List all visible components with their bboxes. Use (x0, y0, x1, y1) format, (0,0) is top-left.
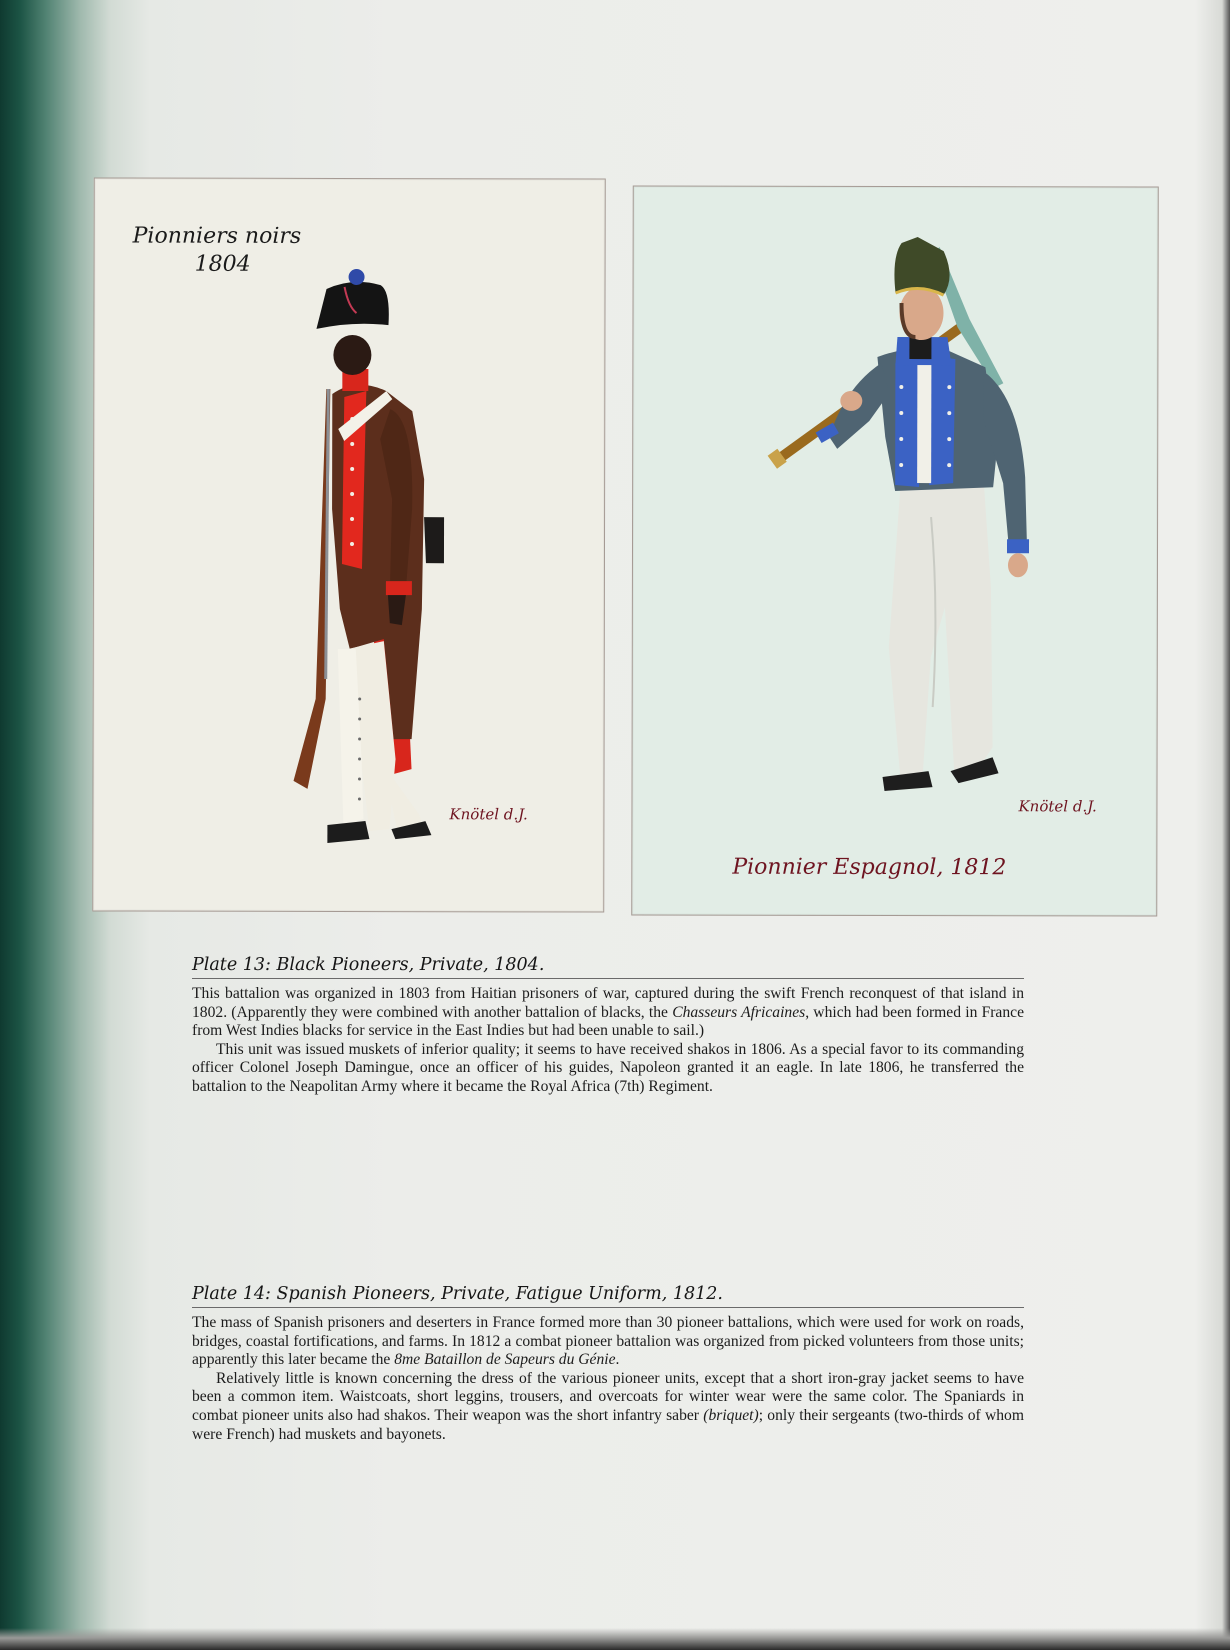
plate-13-caption-body (192, 985, 1024, 1097)
plate-13-caption (192, 955, 1024, 1097)
plate-13-illustration (92, 177, 606, 912)
plate-13-paragraph-1: This battalion was organized in 1803 from Haitian prisoners of war, captured during the swift French reconquest of that island in 1802. (Apparently they were combined with another battalion of blacks, the Chasseurs Africaines, which had been formed in France from West Indies blacks for service in the East Indies but had been unable to sail.) (192, 985, 1024, 1040)
plate-14-caption-title: Plate 14: Spanish Pioneers, Private, Fatigue Uniform, 1812. (192, 1284, 1024, 1308)
plate-14-paragraph-2: Relatively little is known concerning the dress of the various pioneer units, except that a short iron-gray jacket seems to have been a common item. Waistcoats, short leggins, trousers, and overcoats for winter wear were the same color. The Spaniards in combat pioneer units also had shakos. Their weapon was the short infantry saber (briquet); only their sergeants (two-thirds of whom were French) had muskets and bayonets. (192, 1369, 1024, 1443)
plate-14-signature: Knötel d.J. (1018, 797, 1097, 816)
plate-13-label-year: 1804 (194, 251, 251, 277)
page-bottom-edge (0, 1628, 1230, 1650)
plate-14-paragraph-1: The mass of Spanish prisoners and deserters in France formed more than 30 pioneer battalions, which were used for work on roads, bridges, coastal fortifications, and farms. In 1812 a combat pioneer battalion was organized from picked volunteers from those units; apparently this later became the 8me Bataillon de Sapeurs du Génie. (192, 1314, 1024, 1369)
plate-14-caption (192, 1284, 1024, 1444)
black-pioneer-figure (93, 178, 605, 911)
plate-13-caption-title: Plate 13: Black Pioneers, Private, 1804. (192, 955, 1024, 979)
plate-13-signature: Knötel d.J. (449, 805, 528, 824)
unit-name-italic: Chasseurs Africaines (672, 1003, 806, 1021)
plate-13-paragraph-2: This unit was issued muskets of inferior quality; it seems to have received shakos in 1806. As a special favor to its commanding officer Colonel Joseph Damingue, once an officer of his guides, Napoleon granted it an eagle. In late 1806, he transferred the battalion to the Neapolitan Army where it became the Royal Africa (7th) Regiment. (192, 1040, 1024, 1095)
plate-14-handwritten-label: Pionnier Espagnol, 1812 (732, 854, 1007, 881)
plate-13-handwritten-label (133, 223, 302, 279)
plate-14-caption-body (192, 1314, 1024, 1444)
weapon-name-italic: (briquet) (703, 1406, 759, 1424)
plate-13-label-title: Pionniers noirs (132, 223, 302, 249)
battalion-name-italic: 8me Bataillon de Sapeurs du Génie (394, 1351, 616, 1369)
plate-14-illustration (631, 185, 1159, 916)
